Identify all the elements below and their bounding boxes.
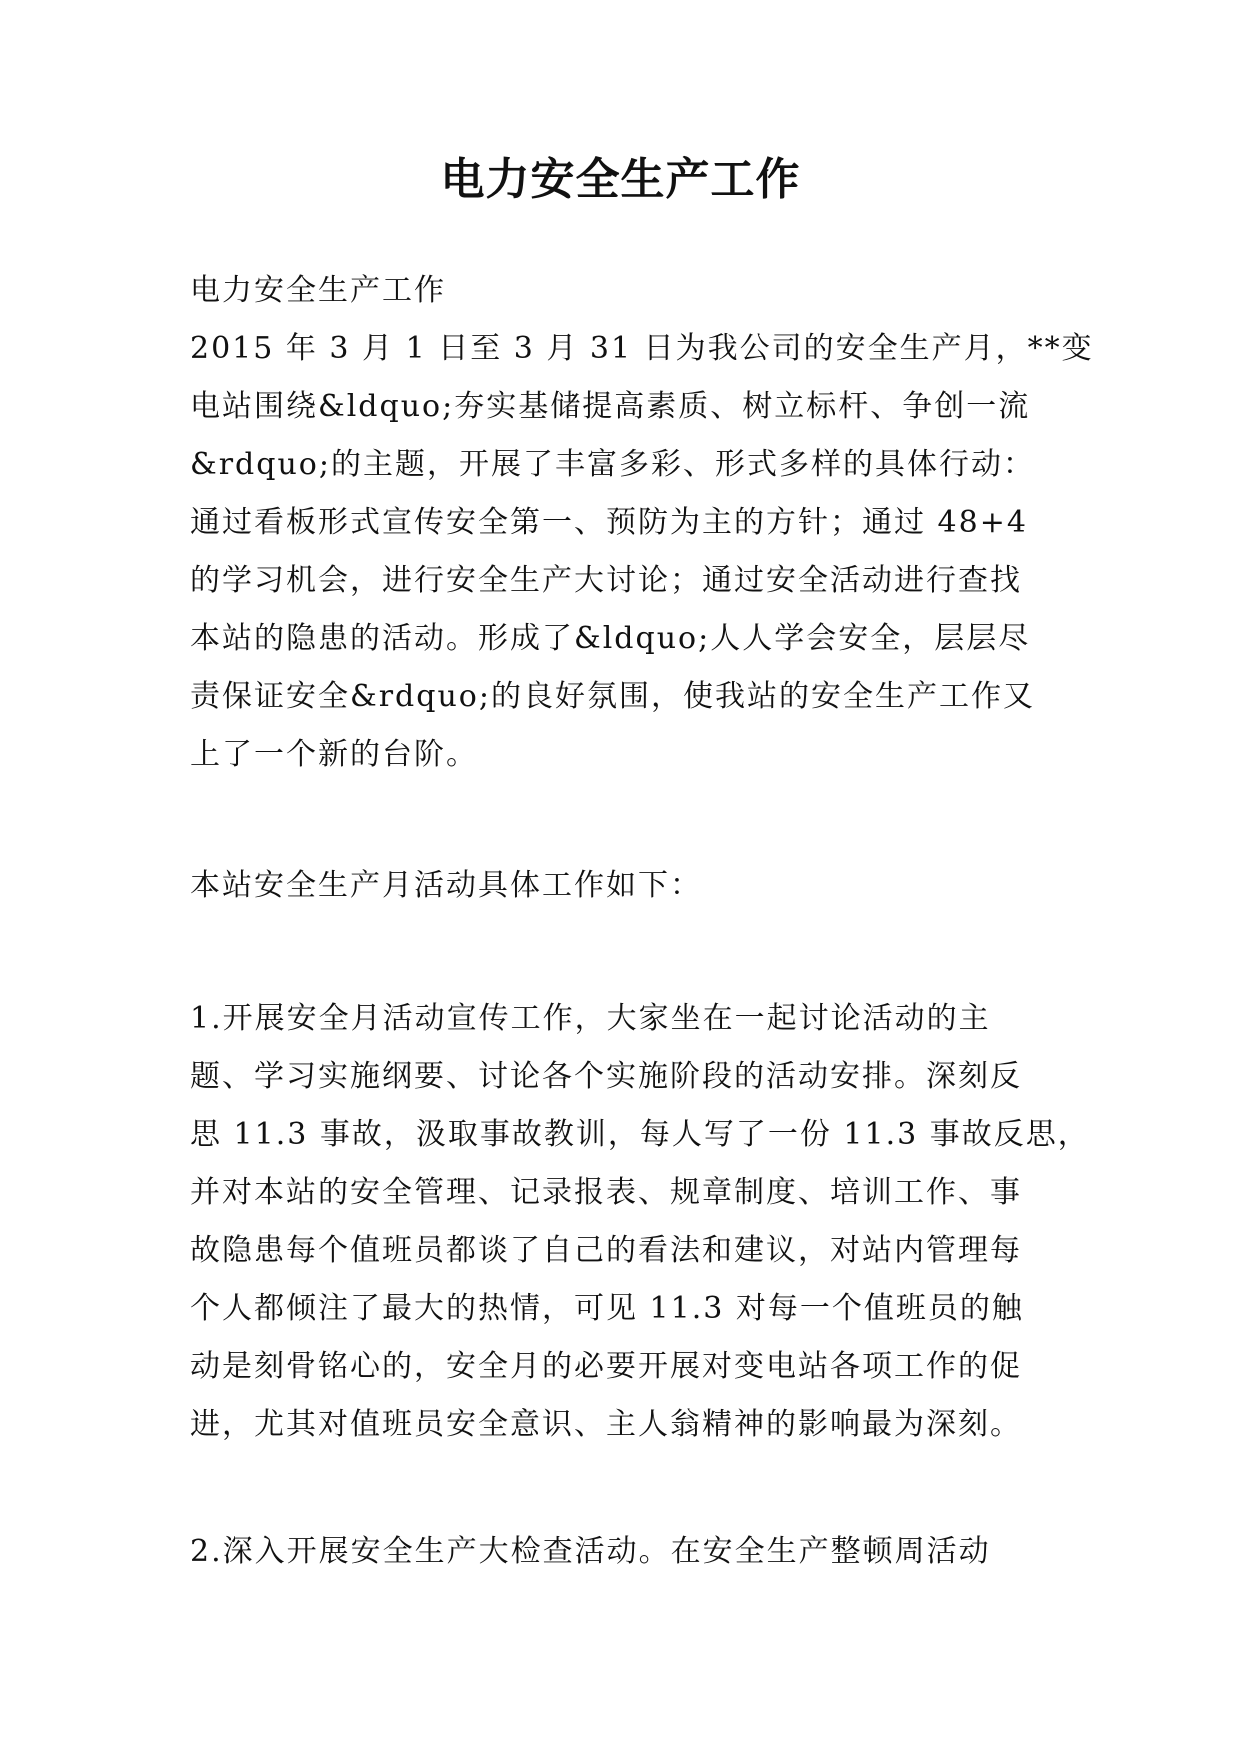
item-1-line: 个人都倾注了最大的热情，可见 11.3 对每一个值班员的触: [190, 1291, 1024, 1326]
item-2-line: 2.深入开展安全生产大检查活动。在安全生产整顿周活动: [190, 1534, 991, 1569]
item-1-line: 题、学习实施纲要、讨论各个实施阶段的活动安排。深刻反: [190, 1059, 1022, 1094]
item-1-line: 故隐患每个值班员都谈了自己的看法和建议，对站内管理每: [190, 1233, 1022, 1268]
intro-line: 2015 年 3 月 1 日至 3 月 31 日为我公司的安全生产月，**变: [190, 331, 1094, 366]
item-1-paragraph: [190, 990, 1090, 1454]
intro-line: &rdquo;的主题，开展了丰富多彩、形式多样的具体行动：: [190, 447, 1035, 482]
section-heading-line: 本站安全生产月活动具体工作如下：: [190, 868, 702, 903]
intro-line: 本站的隐患的活动。形成了&ldquo;人人学会安全，层层尽: [190, 621, 1031, 656]
document-title: 电力安全生产工作: [440, 154, 801, 205]
item-1-line: 思 11.3 事故，汲取事故教训，每人写了一份 11.3 事故反思，: [190, 1117, 1090, 1152]
item-1-line: 进，尤其对值班员安全意识、主人翁精神的影响最为深刻。: [190, 1407, 1022, 1442]
item-1-line: 1.开展安全月活动宣传工作，大家坐在一起讨论活动的主: [190, 1001, 991, 1036]
item-2-paragraph: [190, 1523, 1070, 1581]
document-subtitle: [190, 262, 1070, 320]
intro-line: 通过看板形式宣传安全第一、预防为主的方针；通过 48+4: [190, 505, 1028, 540]
intro-line: 责保证安全&rdquo;的良好氛围，使我站的安全生产工作又: [190, 679, 1035, 714]
intro-line: 上了一个新的台阶。: [190, 737, 478, 772]
section-heading: [190, 857, 1070, 915]
intro-line: 电站围绕&ldquo;夯实基储提高素质、树立标杆、争创一流: [190, 389, 1031, 424]
subtitle-line: 电力安全生产工作: [190, 273, 446, 308]
intro-line: 的学习机会，进行安全生产大讨论；通过安全活动进行查找: [190, 563, 1022, 598]
intro-paragraph: [190, 320, 1094, 784]
item-1-line: 动是刻骨铭心的，安全月的必要开展对变电站各项工作的促: [190, 1349, 1022, 1384]
item-1-line: 并对本站的安全管理、记录报表、规章制度、培训工作、事: [190, 1175, 1022, 1210]
